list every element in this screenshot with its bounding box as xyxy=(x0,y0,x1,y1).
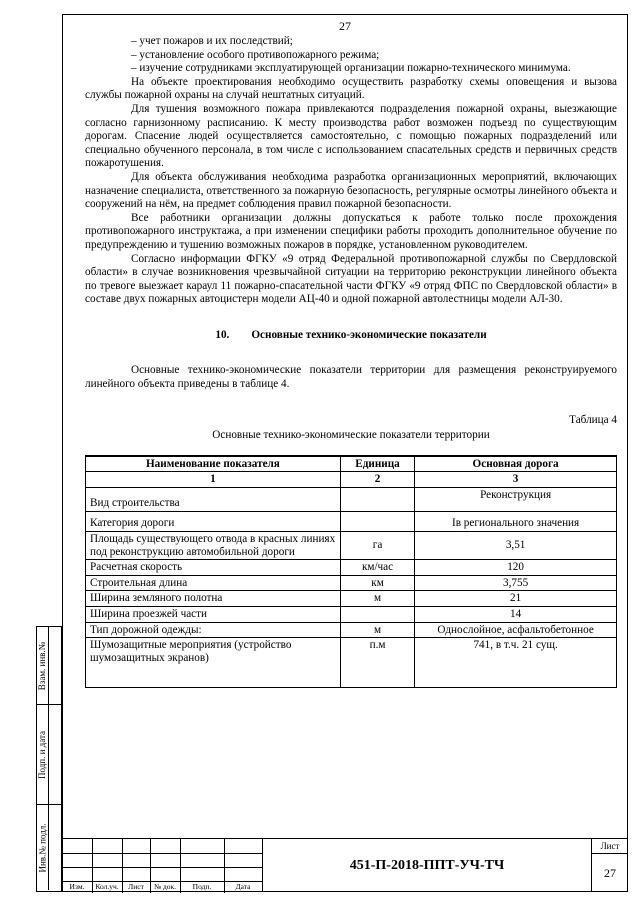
cell-name: Площадь существующего отвода в красных линиях под реконструкцию автомобильной дороги xyxy=(86,532,341,560)
table-row xyxy=(86,607,617,623)
cell-value: 14 xyxy=(415,607,617,623)
column-header: Основная дорога xyxy=(415,456,617,472)
cell-name: Категория дороги xyxy=(86,512,341,532)
stamp-col-label: № док. xyxy=(153,882,177,891)
section-title: Основные технико-экономические показатели xyxy=(251,328,487,341)
cell-unit: м xyxy=(340,591,414,607)
stamp-col-label: Изм. xyxy=(69,882,85,891)
column-header: Наименование показателя xyxy=(86,456,341,472)
cell-value: 741, в т.ч. 21 сущ. xyxy=(415,638,617,688)
document-body xyxy=(85,35,617,688)
side-cell-podp xyxy=(37,705,61,805)
paragraph: Для тушения возможного пожара привлекаются подразделения пожарной охраны, выезжающие согласно гарнизонному расписанию. К месту производства работ возможен подъезд по существующим дорогам. Спасение людей осуществляется самостоятельно, с помощью пожарных подразделений или специально обученного персонала, в том числе с использованием спасательных средств и первичных средств пожаротушения. xyxy=(85,102,617,170)
cell-value: 3,755 xyxy=(415,575,617,591)
table-row xyxy=(86,622,617,638)
cell-unit: км/час xyxy=(340,560,414,576)
cell-value: 3,51 xyxy=(415,532,617,560)
paragraph: На объекте проектирования необходимо осуществить разработку схемы оповещения и вызова службы пожарной охраны на случай нештатных ситуаций. xyxy=(85,75,617,102)
table-row xyxy=(86,560,617,576)
side-cell-vzam xyxy=(37,627,61,705)
stamp-col-label: Кол.уч. xyxy=(95,882,119,891)
cell-name: Строительная длина xyxy=(86,575,341,591)
paragraph: Все работники организации должны допускаться к работе только после прохождения противопожарного инструктажа, а при изменении специфики работы проходить дополнительное обучение по предупреждению и тушению возможных пожаров в порядке, установленном руководителем. xyxy=(85,211,617,251)
sheet-number: 27 xyxy=(604,866,616,880)
indicators-table xyxy=(85,455,617,688)
stamp-col-label: Дата xyxy=(235,882,251,891)
page-number-top: 27 xyxy=(339,19,351,33)
cell-unit: м xyxy=(340,622,414,638)
table-row xyxy=(86,488,617,512)
table-caption: Основные технико-экономические показатели территории xyxy=(212,429,490,442)
cell-value: Iв регионального значения xyxy=(415,512,617,532)
paragraph: Согласно информации ФГКУ «9 отряд Федеральной противопожарной службы по Свердловской области» в случае возникновения чрезвычайной ситуации на территорию реконструкции линейного объекта по тревоге выезжает караул 11 пожарно-спасательной части ФГКУ «9 отряд ФПС по Свердловской области» в составе двух пожарных автоцистерн модели АЦ-40 и одной пожарной автолестницы модели АЛ-30. xyxy=(85,252,617,306)
section-heading xyxy=(85,329,617,343)
list-item: – установление особого противопожарного режима; xyxy=(131,48,380,61)
table-row xyxy=(86,638,617,688)
sheet-box xyxy=(592,839,628,892)
list-item: – изучение сотрудниками эксплуатирующей организации пожарно-технического минимума. xyxy=(131,62,571,75)
side-label-podp: Подп. и дата xyxy=(37,730,48,779)
side-approval-block xyxy=(36,626,62,892)
column-number: 3 xyxy=(415,472,617,488)
side-cell-inv xyxy=(37,805,61,890)
cell-unit xyxy=(340,512,414,532)
table-row xyxy=(86,512,617,532)
cell-unit: п.м xyxy=(340,638,414,688)
cell-unit xyxy=(340,607,414,623)
cell-name: Шумозащитные мероприятия (устройство шумозащитных экранов) xyxy=(86,638,341,688)
table-number: Таблица 4 xyxy=(569,413,617,426)
cell-unit xyxy=(340,488,414,512)
cell-name: Ширина земляного полотна xyxy=(86,591,341,607)
side-label-inv: Инв.№ подл. xyxy=(37,822,48,873)
cell-unit: га xyxy=(340,532,414,560)
paragraph: Основные технико-экономические показатели территории для размещения реконструируемого линейного объекта приведены в таблице 4. xyxy=(85,364,617,391)
title-block xyxy=(62,838,628,892)
cell-value: Однослойное, асфальтобетонное xyxy=(415,622,617,638)
cell-name: Расчетная скорость xyxy=(86,560,341,576)
table-row xyxy=(86,532,617,560)
table-row xyxy=(86,575,617,591)
column-header: Единица xyxy=(340,456,414,472)
stamp-col-label: Лист xyxy=(128,882,144,891)
cell-value: 21 xyxy=(415,591,617,607)
table-row xyxy=(86,591,617,607)
side-label-vzam: Взам. инв.№ xyxy=(37,641,48,690)
column-number: 1 xyxy=(86,472,341,488)
cell-name: Тип дорожной одежды: xyxy=(86,622,341,638)
cell-name: Вид строительства xyxy=(86,488,341,512)
page-frame xyxy=(62,14,628,892)
section-number: 10. xyxy=(215,328,230,341)
sheet-label: Лист xyxy=(592,839,628,854)
list-item: – учет пожаров и их последствий; xyxy=(131,35,293,47)
cell-unit: км xyxy=(340,575,414,591)
stamp-column-labels xyxy=(62,882,262,892)
cell-value: 120 xyxy=(415,560,617,576)
document-code: 451-П-2018-ППТ-УЧ-ТЧ xyxy=(262,839,592,892)
stamp-revision-grid xyxy=(62,839,262,893)
cell-name: Ширина проезжей части xyxy=(86,607,341,623)
stamp-col-label: Подп. xyxy=(192,882,212,891)
column-number: 2 xyxy=(340,472,414,488)
cell-value: Реконструкция xyxy=(415,488,617,512)
paragraph: Для объекта обслуживания необходима разработка организационных мероприятий, включающих назначение специалиста, ответственного за пожарную безопасность, регулярные осмотры линейного объекта и сооружений на нём, на предмет соблюдения правил пожарной безопасности. xyxy=(85,170,617,211)
